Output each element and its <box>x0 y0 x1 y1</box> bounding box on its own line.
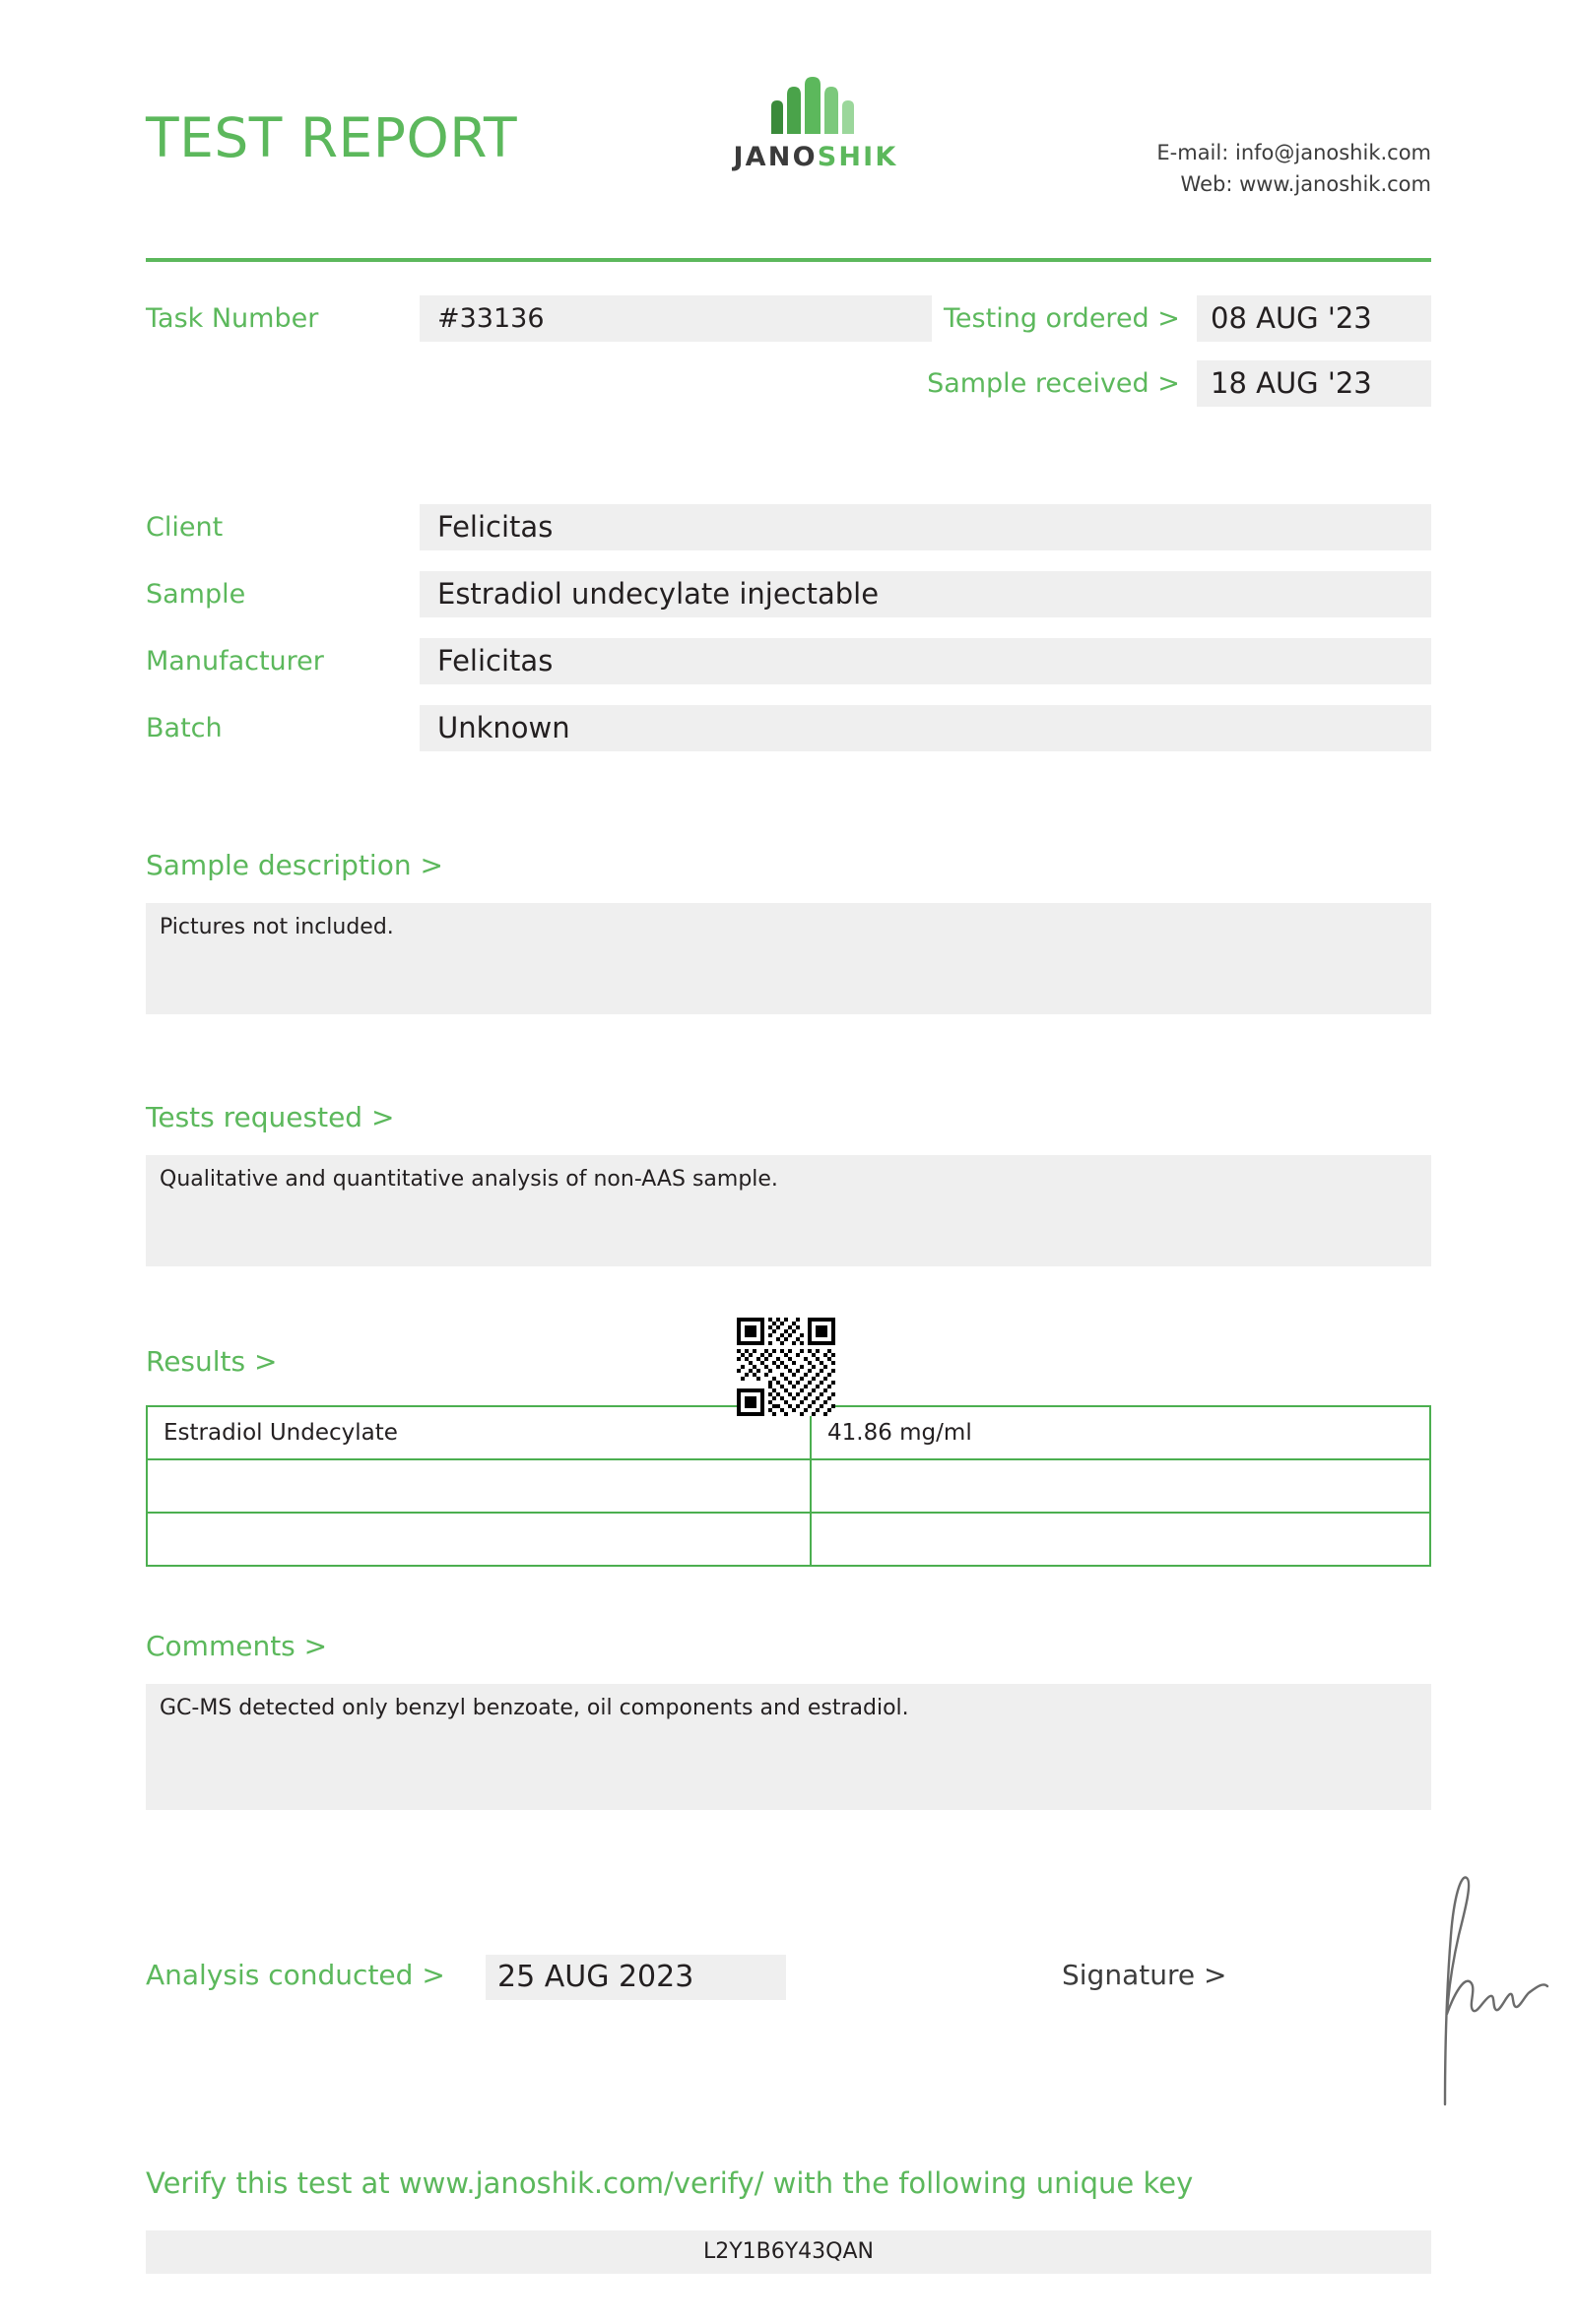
result-substance: Estradiol Undecylate <box>147 1406 811 1459</box>
qr-code-icon <box>737 1318 835 1416</box>
table-row <box>147 1513 1430 1566</box>
sample-info-table <box>146 504 1431 772</box>
info-value-batch: Unknown <box>420 705 1431 751</box>
analysis-conducted-label: Analysis conducted > <box>146 1959 445 1991</box>
info-key-manufacturer: Manufacturer <box>146 646 324 677</box>
task-number-label: Task Number <box>146 303 319 334</box>
comments-heading: Comments > <box>146 1630 328 1662</box>
result-amount: 41.86 mg/ml <box>811 1406 1430 1459</box>
signature-label: Signature > <box>1062 1959 1227 1991</box>
info-row <box>146 638 1431 684</box>
contact-info <box>1156 138 1431 200</box>
date-fields <box>927 295 1431 425</box>
info-key-sample: Sample <box>146 579 246 610</box>
tests-requested-text: Qualitative and quantitative analysis of non-AAS sample. <box>146 1155 1431 1266</box>
contact-web: Web: www.janoshik.com <box>1180 171 1431 196</box>
results-table <box>146 1405 1431 1567</box>
unique-key-field: L2Y1B6Y43QAN <box>146 2230 1431 2274</box>
analysis-footer <box>146 1955 1431 2014</box>
header-divider <box>146 258 1431 262</box>
info-value-manufacturer: Felicitas <box>420 638 1431 684</box>
info-value-sample: Estradiol undecylate injectable <box>420 571 1431 617</box>
comments-section <box>146 1630 1431 1810</box>
result-substance <box>147 1513 811 1566</box>
sample-description-text: Pictures not included. <box>146 903 1431 1014</box>
results-section <box>146 1345 1431 1567</box>
testing-ordered-row <box>927 295 1431 342</box>
brand-logo <box>697 77 934 172</box>
info-value-client: Felicitas <box>420 504 1431 550</box>
signature-image <box>1412 1866 1576 2112</box>
task-row <box>146 295 1431 423</box>
result-substance <box>147 1459 811 1513</box>
analysis-conducted-date: 25 AUG 2023 <box>486 1955 786 2000</box>
tests-requested-heading: Tests requested > <box>146 1101 395 1133</box>
testing-ordered-label: Testing ordered > <box>944 303 1180 334</box>
result-amount <box>811 1459 1430 1513</box>
page-title: TEST REPORT <box>146 106 518 169</box>
brand-wordmark-green: SHIK <box>817 142 898 172</box>
result-amount <box>811 1513 1430 1566</box>
info-key-batch: Batch <box>146 713 223 743</box>
tests-requested-section <box>146 1101 1431 1266</box>
task-number-value: #33136 <box>420 295 932 342</box>
info-row <box>146 571 1431 617</box>
sample-received-value: 18 AUG '23 <box>1197 360 1431 407</box>
info-row <box>146 705 1431 751</box>
info-row <box>146 504 1431 550</box>
testing-ordered-value: 08 AUG '23 <box>1197 295 1431 342</box>
report-content <box>146 0 1431 2200</box>
results-heading: Results > <box>146 1345 278 1378</box>
brand-wordmark <box>697 142 934 172</box>
brand-wordmark-dark: JANO <box>733 142 818 172</box>
sample-description-heading: Sample description > <box>146 849 443 881</box>
info-key-client: Client <box>146 512 224 543</box>
comments-text: GC-MS detected only benzyl benzoate, oil components and estradiol. <box>146 1684 1431 1810</box>
table-row <box>147 1459 1430 1513</box>
verify-instruction: Verify this test at www.janoshik.com/verify/ with the following unique key <box>146 2166 1194 2200</box>
sample-received-row <box>927 360 1431 407</box>
sample-received-label: Sample received > <box>927 368 1180 399</box>
report-header <box>146 0 1431 196</box>
sample-description-section <box>146 849 1431 1014</box>
contact-email: E-mail: info@janoshik.com <box>1156 141 1431 164</box>
mountain-logo-icon <box>697 77 934 140</box>
